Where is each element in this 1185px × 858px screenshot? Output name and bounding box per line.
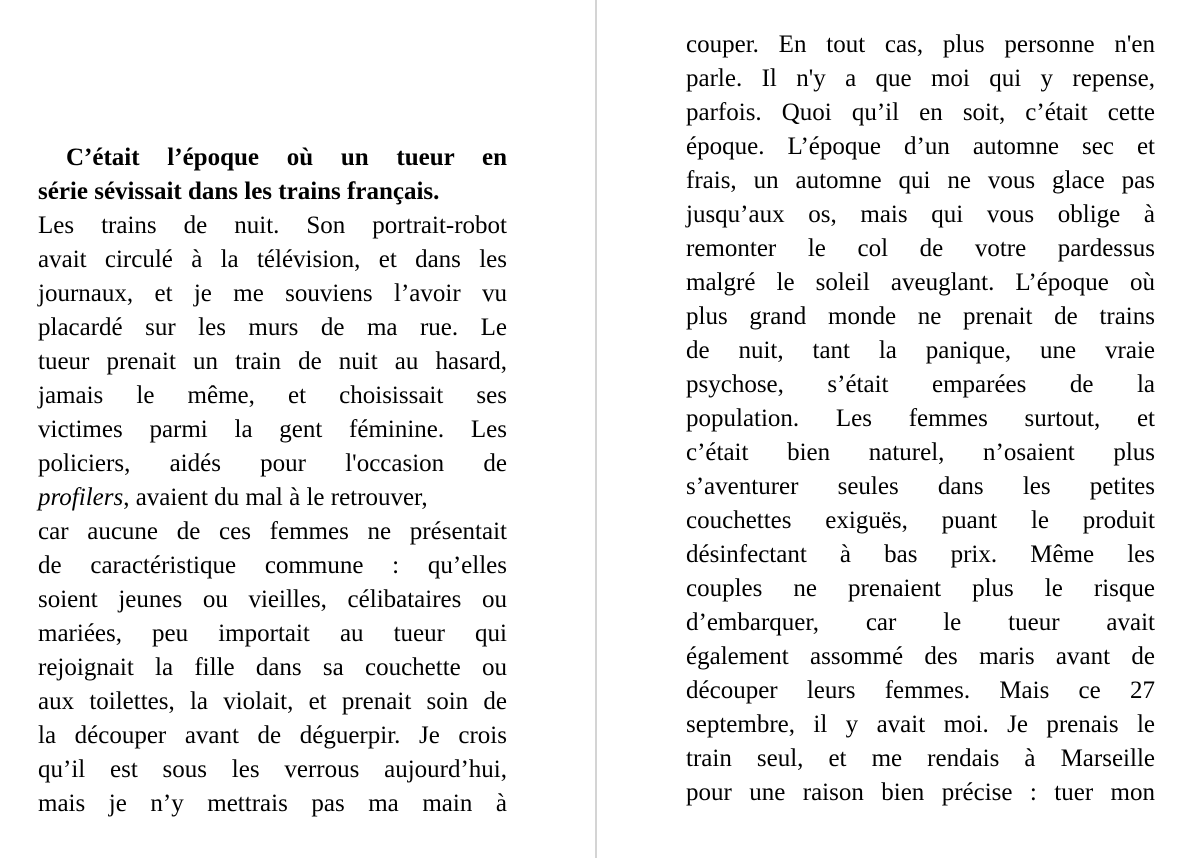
text-line: policiers, aidés pour l'occasion de (38, 450, 507, 477)
text-line: rejoignait la fille dans sa couchette ou (38, 654, 507, 681)
text-line: de caractéristique commune : qu’elles (38, 552, 507, 579)
text-line: frais, un automne qui ne vous glace pas (686, 167, 1155, 194)
text-line: aux toilettes, la violait, et prenait soin de (38, 688, 507, 715)
text-line: époque. L’époque d’un automne sec et (686, 133, 1155, 160)
text-line: journaux, et je me souviens l’avoir vu (38, 280, 507, 307)
text-line: découper leurs femmes. Mais ce 27 (686, 677, 1155, 704)
text-line: d’embarquer, car le tueur avait (686, 609, 1155, 636)
text-line (38, 481, 507, 515)
text-line: plus grand monde ne prenait de trains (686, 303, 1155, 330)
text-line: Les trains de nuit. Son portrait-robot (38, 212, 507, 239)
text-line: c’était bien naturel, n’osaient plus (686, 439, 1155, 466)
text-line: remonter le col de votre pardessus (686, 235, 1155, 262)
text-line: C’était l’époque où un tueur en (66, 144, 507, 171)
text-line: parfois. Quoi qu’il en soit, c’était cette (686, 99, 1155, 126)
right-page (597, 0, 1185, 858)
text-line: malgré le soleil aveuglant. L’époque où (686, 269, 1155, 296)
text-line: tueur prenait un train de nuit au hasard, (38, 348, 507, 375)
text-line: septembre, il y avait moi. Je prenais le (686, 711, 1155, 738)
text-line: mais je n’y mettrais pas ma main à (38, 790, 507, 817)
italic-term: profilers (38, 484, 124, 511)
text-line: parle. Il n'y a que moi qui y repense, (686, 65, 1155, 92)
text-line: victimes parmi la gent féminine. Les (38, 416, 507, 443)
text-line: jusqu’aux os, mais qui vous oblige à (686, 201, 1155, 228)
text-span: , avaient du mal à le retrouver, (123, 484, 428, 511)
text-line: série sévissait dans les trains français. (38, 178, 440, 205)
text-line: également assommé des maris avant de (686, 643, 1155, 670)
text-line: la découper avant de déguerpir. Je crois (38, 722, 507, 749)
text-line: population. Les femmes surtout, et (686, 405, 1155, 432)
text-line: psychose, s’était emparées de la (686, 371, 1155, 398)
text-line: jamais le même, et choisissait ses (38, 382, 507, 409)
text-line: qu’il est sous les verrous aujourd’hui, (38, 756, 507, 783)
text-line: avait circulé à la télévision, et dans les (38, 246, 507, 273)
text-line: couchettes exiguës, puant le produit (686, 507, 1155, 534)
text-line: mariées, peu importait au tueur qui (38, 620, 507, 647)
text-line: couples ne prenaient plus le risque (686, 575, 1155, 602)
text-line: train seul, et me rendais à Marseille (686, 745, 1155, 772)
text-line: de nuit, tant la panique, une vraie (686, 337, 1155, 364)
text-line: s’aventurer seules dans les petites (686, 473, 1155, 500)
text-line: placardé sur les murs de ma rue. Le (38, 314, 507, 341)
text-line: pour une raison bien précise : tuer mon (686, 779, 1155, 806)
text-line: couper. En tout cas, plus personne n'en (686, 31, 1155, 58)
text-line: désinfectant à bas prix. Même les (686, 541, 1155, 568)
text-line: soient jeunes ou vieilles, célibataires ou (38, 586, 507, 613)
text-line: car aucune de ces femmes ne présentait (38, 518, 507, 545)
